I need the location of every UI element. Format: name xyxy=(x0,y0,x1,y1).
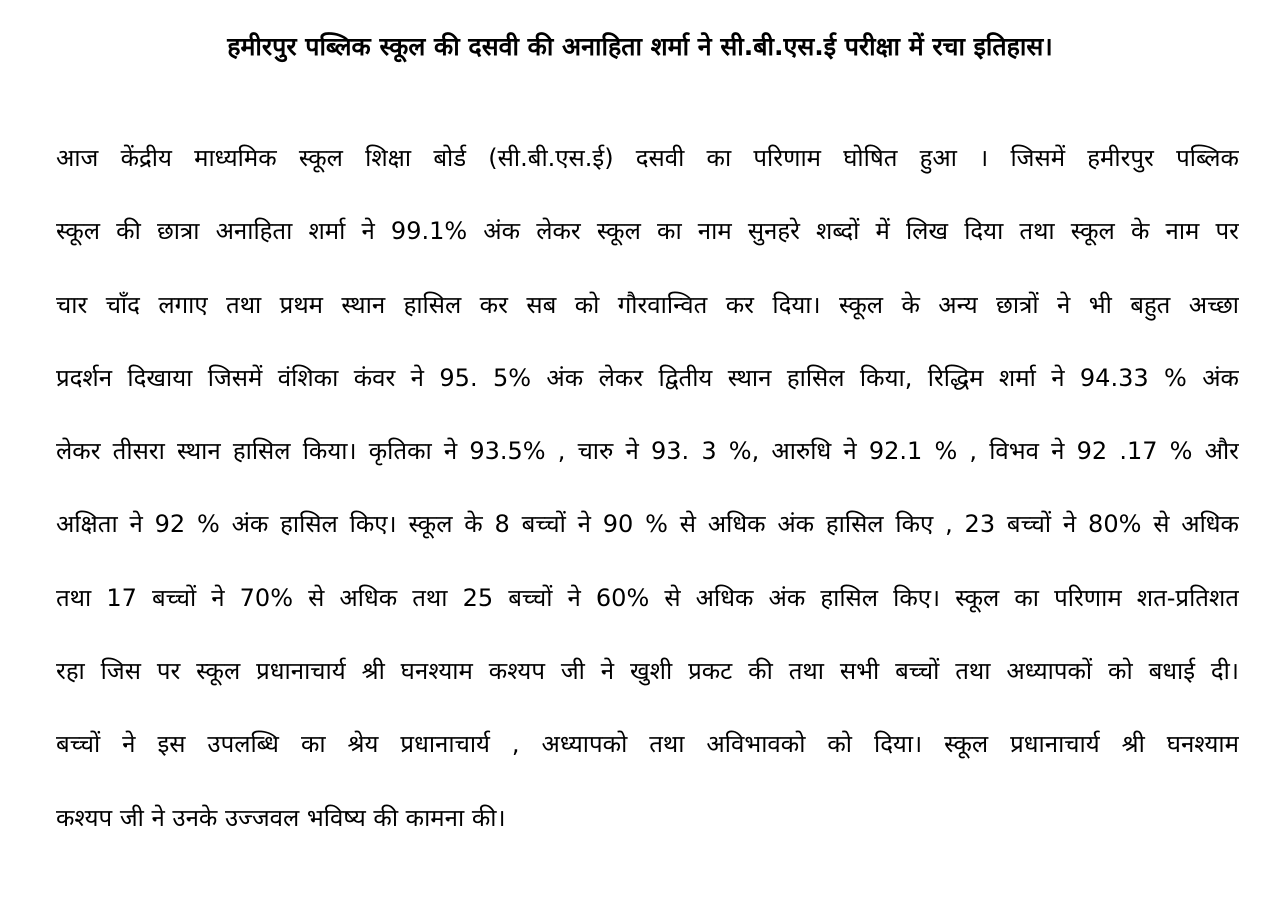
paragraph-line-5: लेकर तीसरा स्थान हासिल किया। कृतिका ने 93.5% , चारु ने 93. 3 %, आरुधि ने 92.1 % , विभव ने 92 .17 % और xyxy=(56,437,1239,466)
paragraph-line-9: बच्चों ने इस उपलब्धि का श्रेय प्रधानाचार्य , अध्यापको तथा अविभावको को दिया। स्कूल प्रधानाचार्य श्री घनश्याम xyxy=(56,730,1239,759)
paragraph-line-1: आज केंद्रीय माध्यमिक स्कूल शिक्षा बोर्ड (सी.बी.एस.ई) दसवी का परिणाम घोषित हुआ । जिसमें हमीरपुर पब्लिक xyxy=(56,144,1239,172)
paragraph-line-7: तथा 17 बच्चों ने 70% से अधिक तथा 25 बच्चों ने 60% से अधिक अंक हासिल किए। स्कूल का परिणाम शत-प्रतिशत xyxy=(56,583,1239,612)
paragraph-line-4: प्रदर्शन दिखाया जिसमें वंशिका कंवर ने 95. 5% अंक लेकर द्वितीय स्थान हासिल किया, रिद्धिम शर्मा ने 94.33 % अंक xyxy=(56,363,1239,392)
paragraph-line-6: अक्षिता ने 92 % अंक हासिल किए। स्कूल के 8 बच्चों ने 90 % से अधिक अंक हासिल किए , 23 बच्चों ने 80% से अधिक xyxy=(56,510,1239,539)
paragraph-line-8: रहा जिस पर स्कूल प्रधानाचार्य श्री घनश्याम कश्यप जी ने खुशी प्रकट की तथा सभी बच्चों तथा अध्यापकों को बधाई दी। xyxy=(56,657,1239,686)
article-body xyxy=(56,140,1239,873)
paragraph-line-2: स्कूल की छात्रा अनाहिता शर्मा ने 99.1% अंक लेकर स्कूल का नाम सुनहरे शब्दों में लिख दिया तथा स्कूल के नाम पर xyxy=(56,217,1239,246)
paragraph-line-10: कश्यप जी ने उनके उज्जवल भविष्य की कामना की। xyxy=(56,803,506,832)
paragraph-line-3: चार चाँद लगाए तथा प्रथम स्थान हासिल कर सब को गौरवान्वित कर दिया। स्कूल के अन्य छात्रों ने भी बहुत अच्छा xyxy=(56,290,1239,319)
page-title: हमीरपुर पब्लिक स्कूल की दसवी की अनाहिता शर्मा ने सी.बी.एस.ई परीक्षा में रचा इतिहास। xyxy=(227,32,1053,61)
